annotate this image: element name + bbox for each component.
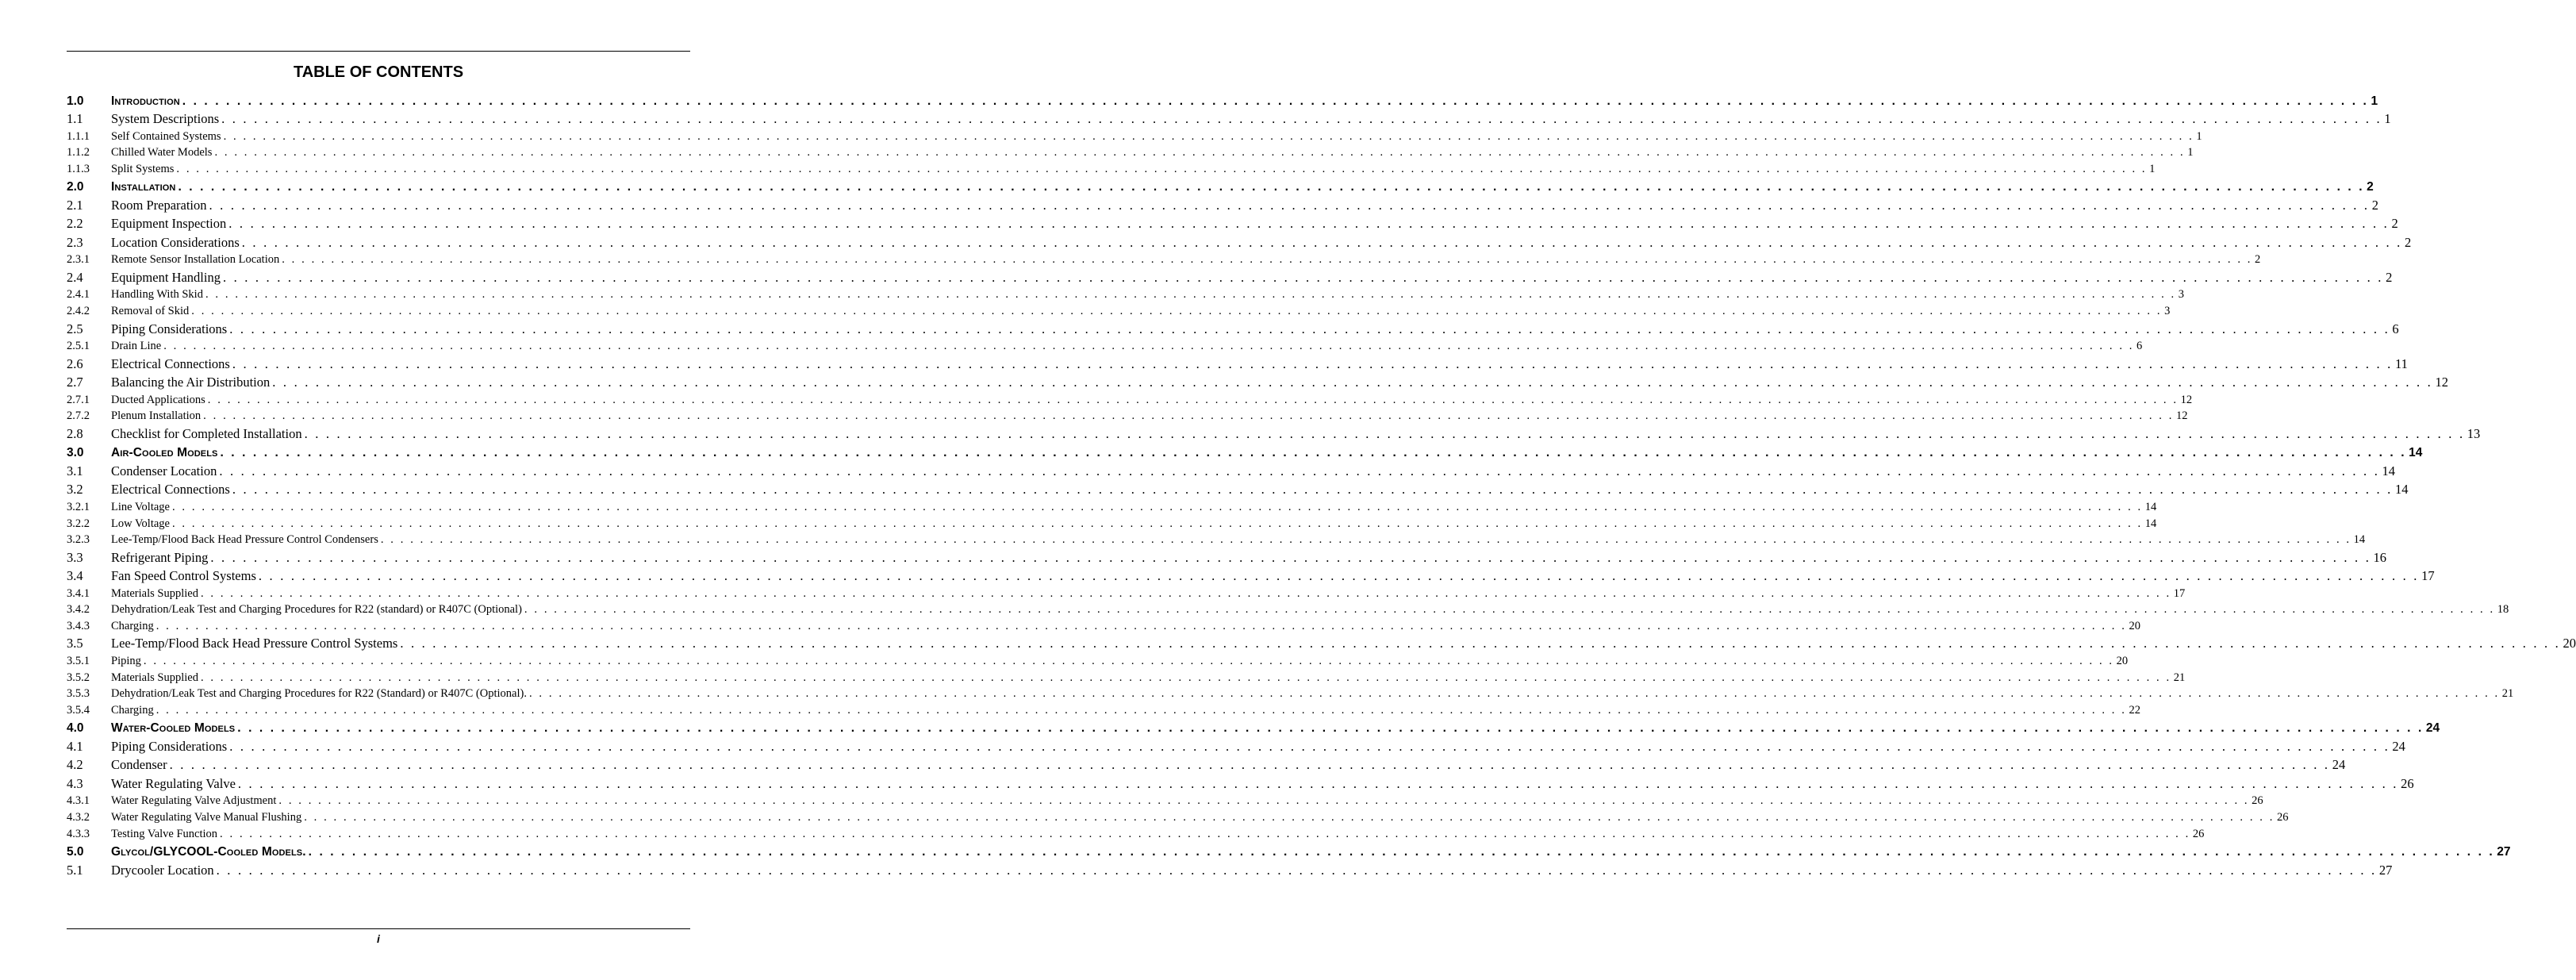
toc-entry-number: 2.2: [67, 216, 83, 232]
toc-entry-page: 26: [2252, 794, 2263, 808]
page-number: i: [377, 932, 380, 945]
toc-entry-label: Drycooler Location: [111, 862, 214, 878]
dot-leader: . . . . . . . . . . . . . . . . . . . . . . . . . . . . . . . . . . . . . . . . . . . . . . . . . . . . . . . . . . . . . . . . . . . . . . . . . . . . . . . . . . . . . . . . . . . . . . . . . . . . . . . . . . . . . . . . . . . . . . . . . . . . . . . . . . . . . . . . . . . . . . . . . . . . . . . . . . . . . . . . . . . . . . . . . . . . . . . . . . . . . . . . . . . . . . . . . . . . . . . .: [222, 269, 2384, 285]
dot-leader: . . . . . . . . . . . . . . . . . . . . . . . . . . . . . . . . . . . . . . . . . . . . . . . . . . . . . . . . . . . . . . . . . . . . . . . . . . . . . . . . . . . . . . . . . . . . . . . . . . . . . . . . . . . . . . . . . . . . . . . . . . . . . . . . . . . . . . . . . . . . . . . . . . . . . . . . . . . . . . . . . . . . . . . . . . . . . . . . . . . . . . . . . . . . . . . . . . . . . . . .: [219, 463, 2380, 478]
toc-entry-page: 2: [2371, 197, 2378, 213]
toc-entry-label: Electrical Connections: [111, 482, 230, 498]
toc-entry-page: 6: [2136, 340, 2143, 353]
toc-entry-page: 21: [2173, 671, 2186, 684]
toc-entry-page: 2: [2386, 269, 2393, 285]
dot-leader: . . . . . . . . . . . . . . . . . . . . . . . . . . . . . . . . . . . . . . . . . . . . . . . . . . . . . . . . . . . . . . . . . . . . . . . . . . . . . . . . . . . . . . . . . . . . . . . . . . . . . . . . . . . . . . . . . . . . . . . . . . . . . . . . . . . . . . . . . . . . . . . . . . . . . . . . . . . . . . . . . . . . . . . . . . . . . . . . . . . . . . . . . . . . . . . . . . . . . . . .: [282, 253, 2252, 267]
toc-entry-label: Balancing the Air Distribution: [111, 375, 271, 390]
dot-leader: . . . . . . . . . . . . . . . . . . . . . . . . . . . . . . . . . . . . . . . . . . . . . . . . . . . . . . . . . . . . . . . . . . . . . . . . . . . . . . . . . . . . . . . . . . . . . . . . . . . . . . . . . . . . . . . . . . . . . . . . . . . . . . . . . . . . . . . . . . . . . . . . . . . . . . . . . . . . . . . . . . . . . . . . . . . . . . . . . . . . . . . . . . . . . . . . . . . . . . . .: [169, 757, 2330, 773]
toc-entry-label: Equipment Handling: [111, 269, 221, 285]
toc-entry-number: 1.0: [67, 94, 84, 108]
toc-entry-page: 16: [2373, 549, 2387, 565]
toc-entry-2-2[interactable]: [67, 213, 2398, 233]
dot-leader: . . . . . . . . . . . . . . . . . . . . . . . . . . . . . . . . . . . . . . . . . . . . . . . . . . . . . . . . . . . . . . . . . . . . . . . . . . . . . . . . . . . . . . . . . . . . . . . . . . . . . . . . . . . . . . . . . . . . . . . . . . . . . . . . . . . . . . . . . . . . . . . . . . . . . . . . . . . . . . . . . . . . . . . . . . . . . . . . . . . . . . . . . . . . . . . . . . . . . . . .: [203, 409, 2174, 423]
dot-leader: . . . . . . . . . . . . . . . . . . . . . . . . . . . . . . . . . . . . . . . . . . . . . . . . . . . . . . . . . . . . . . . . . . . . . . . . . . . . . . . . . . . . . . . . . . . . . . . . . . . . . . . . . . . . . . . . . . . . . . . . . . . . . . . . . . . . . . . . . . . . . . . . . . . . . . . . . . . . . . . . . . . . . . . . . . . . . . . . . . . . . . . . . . . . . . . . . . . . . . . .: [400, 636, 2561, 651]
toc-entry-4-3-1[interactable]: [67, 792, 2263, 809]
toc-entry-label: Electrical Connections: [111, 355, 230, 371]
toc-entry-label: Glycol/GLYCOOL-Cooled Models.: [111, 845, 306, 859]
toc-entry-label: Location Considerations: [111, 234, 240, 250]
toc-entry-page: 20: [2563, 636, 2576, 651]
toc-entry-page: 17: [2421, 568, 2435, 584]
toc-entry-3-3[interactable]: [67, 547, 2387, 566]
toc-entry-label: Chilled Water Models: [111, 146, 213, 159]
toc-entry-label: Removal of Skid: [111, 305, 190, 318]
toc-entry-page: 1: [2384, 111, 2391, 126]
toc-entry-label: Charging: [111, 703, 154, 717]
toc-entry-label: Piping Considerations: [111, 738, 228, 754]
dot-leader: . . . . . . . . . . . . . . . . . . . . . . . . . . . . . . . . . . . . . . . . . . . . . . . . . . . . . . . . . . . . . . . . . . . . . . . . . . . . . . . . . . . . . . . . . . . . . . . . . . . . . . . . . . . . . . . . . . . . . . . . . . . . . . . . . . . . . . . . . . . . . . . . . . . . . . . . . . . . . . . . . . . . . . . . . . . . . . . . . . . . . . . . . . . . . . . . . . . . . . . .: [237, 721, 2424, 736]
toc-entry-page: 2: [2255, 253, 2261, 267]
toc-entry-label: Split Systems: [111, 162, 175, 175]
toc-entry-number: 1.1.1: [67, 129, 90, 143]
toc-entry-2-3[interactable]: [67, 232, 2412, 251]
dot-leader: . . . . . . . . . . . . . . . . . . . . . . . . . . . . . . . . . . . . . . . . . . . . . . . . . . . . . . . . . . . . . . . . . . . . . . . . . . . . . . . . . . . . . . . . . . . . . . . . . . . . . . . . . . . . . . . . . . . . . . . . . . . . . . . . . . . . . . . . . . . . . . . . . . . . . . . . . . . . . . . . . . . . . . . . . . . . . . . . . . . . . . . . . . . . . . . . . . . . . . . .: [241, 234, 2402, 250]
toc-entry-page: 20: [2116, 655, 2129, 667]
toc-entry-number: 3.2.3: [67, 533, 90, 547]
toc-entry-page: 18: [2497, 603, 2509, 617]
toc-entry-2-1[interactable]: [67, 194, 2378, 213]
toc-entry-number: 4.2: [67, 757, 83, 773]
toc-entry-page: 24: [2425, 721, 2440, 736]
dot-leader: . . . . . . . . . . . . . . . . . . . . . . . . . . . . . . . . . . . . . . . . . . . . . . . . . . . . . . . . . . . . . . . . . . . . . . . . . . . . . . . . . . . . . . . . . . . . . . . . . . . . . . . . . . . . . . . . . . . . . . . . . . . . . . . . . . . . . . . . . . . . . . . . . . . . . . . . . . . . . . . . . . . . . . . . . . . . . . . . . . . . . . . . . . . . . . . . . . . . . . . .: [209, 197, 2370, 213]
dot-leader: . . . . . . . . . . . . . . . . . . . . . . . . . . . . . . . . . . . . . . . . . . . . . . . . . . . . . . . . . . . . . . . . . . . . . . . . . . . . . . . . . . . . . . . . . . . . . . . . . . . . . . . . . . . . . . . . . . . . . . . . . . . . . . . . . . . . . . . . . . . . . . . . . . . . . . . . . . . . . . . . . . . . . . . . . . . . . . . . . . . . . . . . . . . . . . . . . . . . . . . .: [210, 549, 2371, 565]
toc-entry-label: Equipment Inspection: [111, 216, 227, 232]
toc-entry-label: Charging: [111, 619, 154, 632]
toc-entry-page: 14: [2144, 517, 2157, 530]
dot-leader: . . . . . . . . . . . . . . . . . . . . . . . . . . . . . . . . . . . . . . . . . . . . . . . . . . . . . . . . . . . . . . . . . . . . . . . . . . . . . . . . . . . . . . . . . . . . . . . . . . . . . . . . . . . . . . . . . . . . . . . . . . . . . . . . . . . . . . . . . . . . . . . . . . . . . . . . . . . . . . . . . . . . . . . . . . . . . . . . . . . . . . . . . . . . . . . . . . . . . . . .: [216, 862, 2377, 878]
dot-leader: . . . . . . . . . . . . . . . . . . . . . . . . . . . . . . . . . . . . . . . . . . . . . . . . . . . . . . . . . . . . . . . . . . . . . . . . . . . . . . . . . . . . . . . . . . . . . . . . . . . . . . . . . . . . . . . . . . . . . . . . . . . . . . . . . . . . . . . . . . . . . . . . . . . . . . . . . . . . . . . . . . . . . . . . . . . . . . . . . . . . . . . . . . . . . . . . . . . . . . . .: [229, 738, 2390, 754]
toc-entry-4-3[interactable]: [67, 773, 2414, 792]
toc-entry-number: 3.3: [67, 549, 83, 565]
toc-entry-number: 3.5.3: [67, 687, 90, 701]
toc-entry-label: Line Voltage: [111, 500, 170, 513]
toc-entry-page: 26: [2192, 827, 2205, 840]
toc-entry-page: 3: [2178, 288, 2184, 302]
dot-leader: . . . . . . . . . . . . . . . . . . . . . . . . . . . . . . . . . . . . . . . . . . . . . . . . . . . . . . . . . . . . . . . . . . . . . . . . . . . . . . . . . . . . . . . . . . . . . . . . . . . . . . . . . . . . . . . . . . . . . . . . . . . . . . . . . . . . . . . . . . . . . . . . . . . . . . . . . . . . . . . . . . . . . . . . . . . . . . . . . . . . . . . . . . . . . . . . . . . . . . . .: [176, 162, 2148, 175]
toc-entry-number: 3.1: [67, 463, 83, 478]
toc-entry-label: Condenser: [111, 757, 167, 773]
toc-entry-number: 2.4.1: [67, 288, 90, 302]
toc-entry-2-4[interactable]: [67, 267, 2393, 286]
toc-entry-2-4-2[interactable]: [67, 302, 2171, 318]
toc-entry-label: Refrigerant Piping: [111, 549, 209, 565]
dot-leader: . . . . . . . . . . . . . . . . . . . . . . . . . . . . . . . . . . . . . . . . . . . . . . . . . . . . . . . . . . . . . . . . . . . . . . . . . . . . . . . . . . . . . . . . . . . . . . . . . . . . . . . . . . . . . . . . . . . . . . . . . . . . . . . . . . . . . . . . . . . . . . . . . . . . . . . . . . . . . . . . . . . . . . . . . . . . . . . . . . . . . . . . . . . . . . . . . . . . . . . .: [258, 568, 2420, 584]
toc-entry-label: Water Regulating Valve: [111, 775, 236, 791]
toc-entry-number: 4.1: [67, 738, 83, 754]
toc-entry-number: 2.7.2: [67, 409, 90, 423]
toc-entry-5-1[interactable]: [67, 859, 2393, 878]
page-title: TABLE OF CONTENTS: [293, 63, 464, 81]
toc-entry-page: 14: [2353, 533, 2366, 547]
toc-entry-page: 12: [2175, 409, 2188, 423]
toc-entry-number: 3.0: [67, 446, 84, 460]
toc-entry-4-0[interactable]: [67, 717, 2440, 736]
toc-entry-label: Water Regulating Valve Adjustment: [111, 794, 277, 808]
toc-entry-3-5[interactable]: [67, 633, 2576, 652]
toc-entry-number: 3.2.1: [67, 500, 90, 513]
toc-entry-label: Fan Speed Control Systems: [111, 568, 256, 584]
toc-entry-3-1[interactable]: [67, 460, 2396, 479]
dot-leader: . . . . . . . . . . . . . . . . . . . . . . . . . . . . . . . . . . . . . . . . . . . . . . . . . . . . . . . . . . . . . . . . . . . . . . . . . . . . . . . . . . . . . . . . . . . . . . . . . . . . . . . . . . . . . . . . . . . . . . . . . . . . . . . . . . . . . . . . . . . . . . . . . . . . . . . . . . . . . . . . . . . . . . . . . . . . . . . . . . . . . . . . . . . . . . . . . . . . . . . .: [191, 305, 2163, 318]
toc-entry-label: Ducted Applications: [111, 393, 205, 406]
toc-entry-page: 1: [2371, 94, 2378, 108]
toc-entry-page: 24: [2332, 757, 2346, 773]
dot-leader: . . . . . . . . . . . . . . . . . . . . . . . . . . . . . . . . . . . . . . . . . . . . . . . . . . . . . . . . . . . . . . . . . . . . . . . . . . . . . . . . . . . . . . . . . . . . . . . . . . . . . . . . . . . . . . . . . . . . . . . . . . . . . . . . . . . . . . . . . . . . . . . . . . . . . . . . . . . . . . . . . . . . . . . . . . . . . . . . . . . . . . . . . . . . . . . . . . . . . . . .: [304, 425, 2465, 441]
dot-leader: . . . . . . . . . . . . . . . . . . . . . . . . . . . . . . . . . . . . . . . . . . . . . . . . . . . . . . . . . . . . . . . . . . . . . . . . . . . . . . . . . . . . . . . . . . . . . . . . . . . . . . . . . . . . . . . . . . . . . . . . . . . . . . . . . . . . . . . . . . . . . . . . . . . . . . . . . . . . . . . . . . . . . . . . . . . . . . . . . . . . . . . . . . . . . . . . . . . . . . . .: [237, 775, 2399, 791]
toc-entry-4-3-3[interactable]: [67, 824, 2205, 841]
toc-entry-label: Condenser Location: [111, 463, 217, 478]
toc-entry-4-1[interactable]: [67, 736, 2405, 755]
toc-entry-number: 3.5.4: [67, 703, 90, 717]
toc-entry-number: 4.3.1: [67, 794, 90, 808]
toc-entry-page: 1: [2196, 129, 2202, 143]
toc-entry-page: 12: [2180, 393, 2193, 406]
toc-entry-label: Materials Supplied: [111, 586, 198, 600]
dot-leader: . . . . . . . . . . . . . . . . . . . . . . . . . . . . . . . . . . . . . . . . . . . . . . . . . . . . . . . . . . . . . . . . . . . . . . . . . . . . . . . . . . . . . . . . . . . . . . . . . . . . . . . . . . . . . . . . . . . . . . . . . . . . . . . . . . . . . . . . . . . . . . . . . . . . . . . . . . . . . . . . . . . . . . . . . . . . . . . . . . . . . . . . . . . . . . . . . . . . . . . .: [232, 355, 2394, 371]
toc-entry-page: 6: [2392, 321, 2399, 336]
toc-entry-label: Water-Cooled Models: [111, 721, 236, 736]
toc-entry-page: 11: [2395, 355, 2408, 371]
toc-entry-3-4[interactable]: [67, 566, 2435, 585]
dot-leader: . . . . . . . . . . . . . . . . . . . . . . . . . . . . . . . . . . . . . . . . . . . . . . . . . . . . . . . . . . . . . . . . . . . . . . . . . . . . . . . . . . . . . . . . . . . . . . . . . . . . . . . . . . . . . . . . . . . . . . . . . . . . . . . . . . . . . . . . . . . . . . . . . . . . . . . . . . . . . . . . . . . . . . . . . . . . . . . . . . . . . . . . . . . . . . . . . . . . . . . .: [200, 671, 2171, 684]
dot-leader: . . . . . . . . . . . . . . . . . . . . . . . . . . . . . . . . . . . . . . . . . . . . . . . . . . . . . . . . . . . . . . . . . . . . . . . . . . . . . . . . . . . . . . . . . . . . . . . . . . . . . . . . . . . . . . . . . . . . . . . . . . . . . . . . . . . . . . . . . . . . . . . . . . . . . . . . . . . . . . . . . . . . . . . . . . . . . . . . . . . . . . . . . . . . . . . . . . . . . . . .: [214, 146, 2186, 159]
toc-entry-label: Remote Sensor Installation Location: [111, 253, 280, 267]
toc-entry-2-4-1[interactable]: [67, 286, 2184, 302]
toc-entry-page: 14: [2382, 463, 2396, 478]
toc-entry-number: 5.0: [67, 845, 84, 859]
toc-entry-number: 4.3.2: [67, 810, 90, 824]
toc-entry-label: Dehydration/Leak Test and Charging Procedures for R22 (Standard) or R407C (Optional).: [111, 687, 527, 701]
dot-leader: . . . . . . . . . . . . . . . . . . . . . . . . . . . . . . . . . . . . . . . . . . . . . . . . . . . . . . . . . . . . . . . . . . . . . . . . . . . . . . . . . . . . . . . . . . . . . . . . . . . . . . . . . . . . . . . . . . . . . . . . . . . . . . . . . . . . . . . . . . . . . . . . . . . . . . . . . . . . . . . . . . . . . . . . . . . . . . . . . . . . . . . . . . . . . . . . . . . . . . . .: [220, 446, 2407, 460]
toc-entry-page: 14: [2144, 500, 2157, 513]
toc-entry-number: 4.0: [67, 721, 84, 736]
toc-entry-2-7-2[interactable]: [67, 407, 2188, 424]
toc-entry-page: 2: [2404, 234, 2412, 250]
toc-entry-label: Installation: [111, 180, 176, 194]
toc-entry-number: 2.3: [67, 234, 83, 250]
toc-entry-3-5-2[interactable]: [67, 668, 2186, 685]
dot-leader: . . . . . . . . . . . . . . . . . . . . . . . . . . . . . . . . . . . . . . . . . . . . . . . . . . . . . . . . . . . . . . . . . . . . . . . . . . . . . . . . . . . . . . . . . . . . . . . . . . . . . . . . . . . . . . . . . . . . . . . . . . . . . . . . . . . . . . . . . . . . . . . . . . . . . . . . . . . . . . . . . . . . . . . . . . . . . . . . . . . . . . . . . . . . . . . . . . . . . . . .: [163, 340, 2134, 353]
toc-entry-page: 26: [2401, 775, 2414, 791]
dot-leader: . . . . . . . . . . . . . . . . . . . . . . . . . . . . . . . . . . . . . . . . . . . . . . . . . . . . . . . . . . . . . . . . . . . . . . . . . . . . . . . . . . . . . . . . . . . . . . . . . . . . . . . . . . . . . . . . . . . . . . . . . . . . . . . . . . . . . . . . . . . . . . . . . . . . . . . . . . . . . . . . . . . . . . . . . . . . . . . . . . . . . . . . . . . . . . . . . . . . . . . .: [221, 111, 2382, 126]
dot-leader: . . . . . . . . . . . . . . . . . . . . . . . . . . . . . . . . . . . . . . . . . . . . . . . . . . . . . . . . . . . . . . . . . . . . . . . . . . . . . . . . . . . . . . . . . . . . . . . . . . . . . . . . . . . . . . . . . . . . . . . . . . . . . . . . . . . . . . . . . . . . . . . . . . . . . . . . . . . . . . . . . . . . . . . . . . . . . . . . . . . . . . . . . . . . . . . . . . . . . . . .: [171, 500, 2143, 513]
dot-leader: . . . . . . . . . . . . . . . . . . . . . . . . . . . . . . . . . . . . . . . . . . . . . . . . . . . . . . . . . . . . . . . . . . . . . . . . . . . . . . . . . . . . . . . . . . . . . . . . . . . . . . . . . . . . . . . . . . . . . . . . . . . . . . . . . . . . . . . . . . . . . . . . . . . . . . . . . . . . . . . . . . . . . . . . . . . . . . . . . . . . . . . . . . . . . . . . . . . . . . . .: [308, 845, 2495, 859]
toc-entry-number: 4.3: [67, 775, 83, 791]
toc-entry-1-1[interactable]: [67, 109, 2391, 128]
toc-entry-number: 3.2: [67, 482, 83, 498]
toc-entry-page: 21: [2501, 687, 2514, 701]
toc-entry-2-3-1[interactable]: [67, 251, 2261, 267]
toc-entry-number: 4.3.3: [67, 827, 90, 840]
toc-entry-label: Checklist for Completed Installation: [111, 425, 302, 441]
toc-entry-label: Plenum Installation: [111, 409, 202, 423]
toc-entry-label: Self Contained Systems: [111, 129, 221, 143]
toc-entry-number: 2.4: [67, 269, 83, 285]
toc-entry-3-2-3[interactable]: [67, 531, 2366, 548]
toc-entry-1-1-1[interactable]: [67, 127, 2202, 144]
toc-entry-label: Dehydration/Leak Test and Charging Procedures for R22 (standard) or R407C (Optional): [111, 603, 522, 617]
toc-entry-page: 17: [2173, 586, 2186, 600]
dot-leader: . . . . . . . . . . . . . . . . . . . . . . . . . . . . . . . . . . . . . . . . . . . . . . . . . . . . . . . . . . . . . . . . . . . . . . . . . . . . . . . . . . . . . . . . . . . . . . . . . . . . . . . . . . . . . . . . . . . . . . . . . . . . . . . . . . . . . . . . . . . . . . . . . . . . . . . . . . . . . . . . . . . . . . . . . . . . . . . . . . . . . . . . . . . . . . . . . . . . . . . .: [220, 827, 2190, 840]
dot-leader: . . . . . . . . . . . . . . . . . . . . . . . . . . . . . . . . . . . . . . . . . . . . . . . . . . . . . . . . . . . . . . . . . . . . . . . . . . . . . . . . . . . . . . . . . . . . . . . . . . . . . . . . . . . . . . . . . . . . . . . . . . . . . . . . . . . . . . . . . . . . . . . . . . . . . . . . . . . . . . . . . . . . . . . . . . . . . . . . . . . . . . . . . . . . . . . . . . . . . . . .: [178, 180, 2365, 194]
toc-entry-page: 20: [2129, 619, 2140, 632]
toc-entry-5-0[interactable]: [67, 841, 2511, 860]
toc-entry-number: 3.5.1: [67, 655, 90, 667]
dot-leader: . . . . . . . . . . . . . . . . . . . . . . . . . . . . . . . . . . . . . . . . . . . . . . . . . . . . . . . . . . . . . . . . . . . . . . . . . . . . . . . . . . . . . . . . . . . . . . . . . . . . . . . . . . . . . . . . . . . . . . . . . . . . . . . . . . . . . . . . . . . . . . . . . . . . . . . . . . . . . . . . . . . . . . . . . . . . . . . . . . . . . . . . . . . . . . . . . . . . . . . .: [143, 655, 2114, 667]
dot-leader: . . . . . . . . . . . . . . . . . . . . . . . . . . . . . . . . . . . . . . . . . . . . . . . . . . . . . . . . . . . . . . . . . . . . . . . . . . . . . . . . . . . . . . . . . . . . . . . . . . . . . . . . . . . . . . . . . . . . . . . . . . . . . . . . . . . . . . . . . . . . . . . . . . . . . . . . . . . . . . . . . . . . . . . . . . . . . . . . . . . . . . . . . . . . . . . . . . . . . . . .: [223, 129, 2194, 143]
dot-leader: . . . . . . . . . . . . . . . . . . . . . . . . . . . . . . . . . . . . . . . . . . . . . . . . . . . . . . . . . . . . . . . . . . . . . . . . . . . . . . . . . . . . . . . . . . . . . . . . . . . . . . . . . . . . . . . . . . . . . . . . . . . . . . . . . . . . . . . . . . . . . . . . . . . . . . . . . . . . . . . . . . . . . . . . . . . . . . . . . . . . . . . . . . . . . . . . . . . . . . . .: [304, 810, 2275, 824]
toc-entry-page: 27: [2497, 845, 2511, 859]
toc-entry-label: Water Regulating Valve Manual Flushing: [111, 810, 302, 824]
toc-entry-number: 1.1: [67, 111, 83, 126]
toc-entry-page: 22: [2129, 703, 2140, 717]
toc-entry-number: 5.1: [67, 862, 83, 878]
toc-entry-page: 14: [2395, 482, 2409, 498]
toc-entry-number: 3.4.2: [67, 603, 90, 617]
dot-leader: . . . . . . . . . . . . . . . . . . . . . . . . . . . . . . . . . . . . . . . . . . . . . . . . . . . . . . . . . . . . . . . . . . . . . . . . . . . . . . . . . . . . . . . . . . . . . . . . . . . . . . . . . . . . . . . . . . . . . . . . . . . . . . . . . . . . . . . . . . . . . . . . . . . . . . . . . . . . . . . . . . . . . . . . . . . . . . . . . . . . . . . . . . . . . . . . . . . . . . . .: [528, 687, 2500, 701]
toc-entry-number: 3.4.3: [67, 619, 90, 632]
toc-entry-label: Drain Line: [111, 340, 162, 353]
toc-entry-number: 1.1.2: [67, 146, 90, 159]
toc-entry-number: 2.5: [67, 321, 83, 336]
toc-entry-number: 2.4.2: [67, 305, 90, 318]
dot-leader: . . . . . . . . . . . . . . . . . . . . . . . . . . . . . . . . . . . . . . . . . . . . . . . . . . . . . . . . . . . . . . . . . . . . . . . . . . . . . . . . . . . . . . . . . . . . . . . . . . . . . . . . . . . . . . . . . . . . . . . . . . . . . . . . . . . . . . . . . . . . . . . . . . . . . . . . . . . . . . . . . . . . . . . . . . . . . . . . . . . . . . . . . . . . . . . . . . . . . . . .: [200, 586, 2171, 600]
toc-entry-3-0[interactable]: [67, 442, 2423, 461]
toc-entry-label: Air-Cooled Models: [111, 446, 218, 460]
dot-leader: . . . . . . . . . . . . . . . . . . . . . . . . . . . . . . . . . . . . . . . . . . . . . . . . . . . . . . . . . . . . . . . . . . . . . . . . . . . . . . . . . . . . . . . . . . . . . . . . . . . . . . . . . . . . . . . . . . . . . . . . . . . . . . . . . . . . . . . . . . . . . . . . . . . . . . . . . . . . . . . . . . . . . . . . . . . . . . . . . . . . . . . . . . . . . . . . . . . . . . . .: [272, 375, 2433, 390]
toc-entry-2-7[interactable]: [67, 372, 2448, 391]
dot-leader: . . . . . . . . . . . . . . . . . . . . . . . . . . . . . . . . . . . . . . . . . . . . . . . . . . . . . . . . . . . . . . . . . . . . . . . . . . . . . . . . . . . . . . . . . . . . . . . . . . . . . . . . . . . . . . . . . . . . . . . . . . . . . . . . . . . . . . . . . . . . . . . . . . . . . . . . . . . . . . . . . . . . . . . . . . . . . . . . . . . . . . . . . . . . . . . . . . . . . . . .: [380, 533, 2351, 547]
toc-entry-page: 1: [2149, 162, 2156, 175]
toc-entry-page: 26: [2276, 810, 2289, 824]
toc-entry-number: 1.1.3: [67, 162, 90, 175]
top-rule: [67, 51, 690, 52]
toc-entry-label: Piping Considerations: [111, 321, 228, 336]
dot-leader: . . . . . . . . . . . . . . . . . . . . . . . . . . . . . . . . . . . . . . . . . . . . . . . . . . . . . . . . . . . . . . . . . . . . . . . . . . . . . . . . . . . . . . . . . . . . . . . . . . . . . . . . . . . . . . . . . . . . . . . . . . . . . . . . . . . . . . . . . . . . . . . . . . . . . . . . . . . . . . . . . . . . . . . . . . . . . . . . . . . . . . . . . . . . . . . . . . . . . . . .: [205, 288, 2176, 302]
toc-entry-1-1-2[interactable]: [67, 144, 2194, 160]
toc-entry-number: 2.8: [67, 425, 83, 441]
toc-entry-4-2[interactable]: [67, 755, 2346, 774]
toc-entry-label: Lee-Temp/Flood Back Head Pressure Control Systems: [111, 636, 398, 651]
toc-entry-label: Materials Supplied: [111, 671, 198, 684]
toc-entry-number: 3.5.2: [67, 671, 90, 684]
dot-leader: . . . . . . . . . . . . . . . . . . . . . . . . . . . . . . . . . . . . . . . . . . . . . . . . . . . . . . . . . . . . . . . . . . . . . . . . . . . . . . . . . . . . . . . . . . . . . . . . . . . . . . . . . . . . . . . . . . . . . . . . . . . . . . . . . . . . . . . . . . . . . . . . . . . . . . . . . . . . . . . . . . . . . . . . . . . . . . . . . . . . . . . . . . . . . . . . . . . . . . . .: [155, 703, 2127, 717]
toc-entry-label: Testing Valve Function: [111, 827, 218, 840]
toc-entry-label: Lee-Temp/Flood Back Head Pressure Control Condensers: [111, 533, 378, 547]
toc-entry-4-3-2[interactable]: [67, 808, 2289, 824]
toc-entry-number: 2.1: [67, 197, 83, 213]
toc-entry-3-2-1[interactable]: [67, 498, 2157, 514]
toc-entry-page: 2: [2367, 180, 2374, 194]
toc-entry-page: 1: [2187, 146, 2194, 159]
dot-leader: . . . . . . . . . . . . . . . . . . . . . . . . . . . . . . . . . . . . . . . . . . . . . . . . . . . . . . . . . . . . . . . . . . . . . . . . . . . . . . . . . . . . . . . . . . . . . . . . . . . . . . . . . . . . . . . . . . . . . . . . . . . . . . . . . . . . . . . . . . . . . . . . . . . . . . . . . . . . . . . . . . . . . . . . . . . . . . . . . . . . . . . . . . . . . . . . . . . . . . . .: [155, 619, 2127, 632]
toc-entry-number: 2.5.1: [67, 340, 90, 353]
toc-entry-2-5-1[interactable]: [67, 337, 2143, 354]
toc-entry-3-2-2[interactable]: [67, 514, 2157, 531]
toc-entry-3-4-3[interactable]: [67, 617, 2140, 633]
toc-entry-page: 14: [2409, 446, 2423, 460]
toc-entry-1-0[interactable]: [67, 90, 2378, 109]
toc-entry-2-5[interactable]: [67, 318, 2399, 337]
toc-entry-2-7-1[interactable]: [67, 390, 2193, 407]
toc-entry-label: Handling With Skid: [111, 288, 203, 302]
toc-entry-2-8[interactable]: [67, 423, 2481, 442]
toc-entry-3-5-3[interactable]: [67, 685, 2514, 701]
toc-entry-2-0[interactable]: [67, 176, 2374, 195]
toc-entry-number: 2.0: [67, 180, 84, 194]
toc-entry-label: Room Preparation: [111, 197, 207, 213]
toc-entry-3-4-1[interactable]: [67, 584, 2186, 601]
table-of-contents: [67, 90, 2576, 878]
toc-entry-label: System Descriptions: [111, 111, 220, 126]
toc-entry-label: Low Voltage: [111, 517, 170, 530]
toc-entry-number: 3.2.2: [67, 517, 90, 530]
dot-leader: . . . . . . . . . . . . . . . . . . . . . . . . . . . . . . . . . . . . . . . . . . . . . . . . . . . . . . . . . . . . . . . . . . . . . . . . . . . . . . . . . . . . . . . . . . . . . . . . . . . . . . . . . . . . . . . . . . . . . . . . . . . . . . . . . . . . . . . . . . . . . . . . . . . . . . . . . . . . . . . . . . . . . . . . . . . . . . . . . . . . . . . . . . . . . . . . . . . . . . . .: [524, 603, 2495, 617]
toc-entry-1-1-3[interactable]: [67, 159, 2156, 176]
toc-entry-number: 2.6: [67, 355, 83, 371]
dot-leader: . . . . . . . . . . . . . . . . . . . . . . . . . . . . . . . . . . . . . . . . . . . . . . . . . . . . . . . . . . . . . . . . . . . . . . . . . . . . . . . . . . . . . . . . . . . . . . . . . . . . . . . . . . . . . . . . . . . . . . . . . . . . . . . . . . . . . . . . . . . . . . . . . . . . . . . . . . . . . . . . . . . . . . . . . . . . . . . . . . . . . . . . . . . . . . . . . . . . . . . .: [278, 794, 2250, 808]
dot-leader: . . . . . . . . . . . . . . . . . . . . . . . . . . . . . . . . . . . . . . . . . . . . . . . . . . . . . . . . . . . . . . . . . . . . . . . . . . . . . . . . . . . . . . . . . . . . . . . . . . . . . . . . . . . . . . . . . . . . . . . . . . . . . . . . . . . . . . . . . . . . . . . . . . . . . . . . . . . . . . . . . . . . . . . . . . . . . . . . . . . . . . . . . . . . . . . . . . . . . . . .: [229, 321, 2390, 336]
toc-entry-number: 3.4.1: [67, 586, 90, 600]
dot-leader: . . . . . . . . . . . . . . . . . . . . . . . . . . . . . . . . . . . . . . . . . . . . . . . . . . . . . . . . . . . . . . . . . . . . . . . . . . . . . . . . . . . . . . . . . . . . . . . . . . . . . . . . . . . . . . . . . . . . . . . . . . . . . . . . . . . . . . . . . . . . . . . . . . . . . . . . . . . . . . . . . . . . . . . . . . . . . . . . . . . . . . . . . . . . . . . . . . . . . . . .: [228, 216, 2390, 232]
toc-entry-label: Piping: [111, 655, 141, 667]
toc-entry-3-2[interactable]: [67, 479, 2409, 498]
toc-entry-page: 13: [2467, 425, 2481, 441]
dot-leader: . . . . . . . . . . . . . . . . . . . . . . . . . . . . . . . . . . . . . . . . . . . . . . . . . . . . . . . . . . . . . . . . . . . . . . . . . . . . . . . . . . . . . . . . . . . . . . . . . . . . . . . . . . . . . . . . . . . . . . . . . . . . . . . . . . . . . . . . . . . . . . . . . . . . . . . . . . . . . . . . . . . . . . . . . . . . . . . . . . . . . . . . . . . . . . . . . . . . . . . .: [182, 94, 2369, 108]
toc-entry-number: 2.7.1: [67, 393, 90, 406]
toc-entry-number: 3.5: [67, 636, 83, 651]
dot-leader: . . . . . . . . . . . . . . . . . . . . . . . . . . . . . . . . . . . . . . . . . . . . . . . . . . . . . . . . . . . . . . . . . . . . . . . . . . . . . . . . . . . . . . . . . . . . . . . . . . . . . . . . . . . . . . . . . . . . . . . . . . . . . . . . . . . . . . . . . . . . . . . . . . . . . . . . . . . . . . . . . . . . . . . . . . . . . . . . . . . . . . . . . . . . . . . . . . . . . . . .: [207, 393, 2179, 406]
bottom-rule: [67, 928, 690, 929]
toc-entry-page: 2: [2391, 216, 2398, 232]
toc-entry-2-6[interactable]: [67, 353, 2408, 372]
dot-leader: . . . . . . . . . . . . . . . . . . . . . . . . . . . . . . . . . . . . . . . . . . . . . . . . . . . . . . . . . . . . . . . . . . . . . . . . . . . . . . . . . . . . . . . . . . . . . . . . . . . . . . . . . . . . . . . . . . . . . . . . . . . . . . . . . . . . . . . . . . . . . . . . . . . . . . . . . . . . . . . . . . . . . . . . . . . . . . . . . . . . . . . . . . . . . . . . . . . . . . . .: [171, 517, 2143, 530]
toc-entry-page: 12: [2435, 375, 2448, 390]
toc-entry-label: Introduction: [111, 94, 180, 108]
toc-entry-3-5-1[interactable]: [67, 651, 2129, 668]
toc-entry-number: 2.7: [67, 375, 83, 390]
toc-entry-page: 3: [2164, 305, 2171, 318]
toc-entry-number: 2.3.1: [67, 253, 90, 267]
toc-entry-page: 27: [2378, 862, 2393, 878]
toc-entry-3-5-4[interactable]: [67, 701, 2140, 717]
toc-entry-3-4-2[interactable]: [67, 601, 2509, 617]
dot-leader: . . . . . . . . . . . . . . . . . . . . . . . . . . . . . . . . . . . . . . . . . . . . . . . . . . . . . . . . . . . . . . . . . . . . . . . . . . . . . . . . . . . . . . . . . . . . . . . . . . . . . . . . . . . . . . . . . . . . . . . . . . . . . . . . . . . . . . . . . . . . . . . . . . . . . . . . . . . . . . . . . . . . . . . . . . . . . . . . . . . . . . . . . . . . . . . . . . . . . . . .: [232, 482, 2394, 498]
toc-entry-page: 24: [2392, 738, 2405, 754]
toc-entry-number: 3.4: [67, 568, 83, 584]
